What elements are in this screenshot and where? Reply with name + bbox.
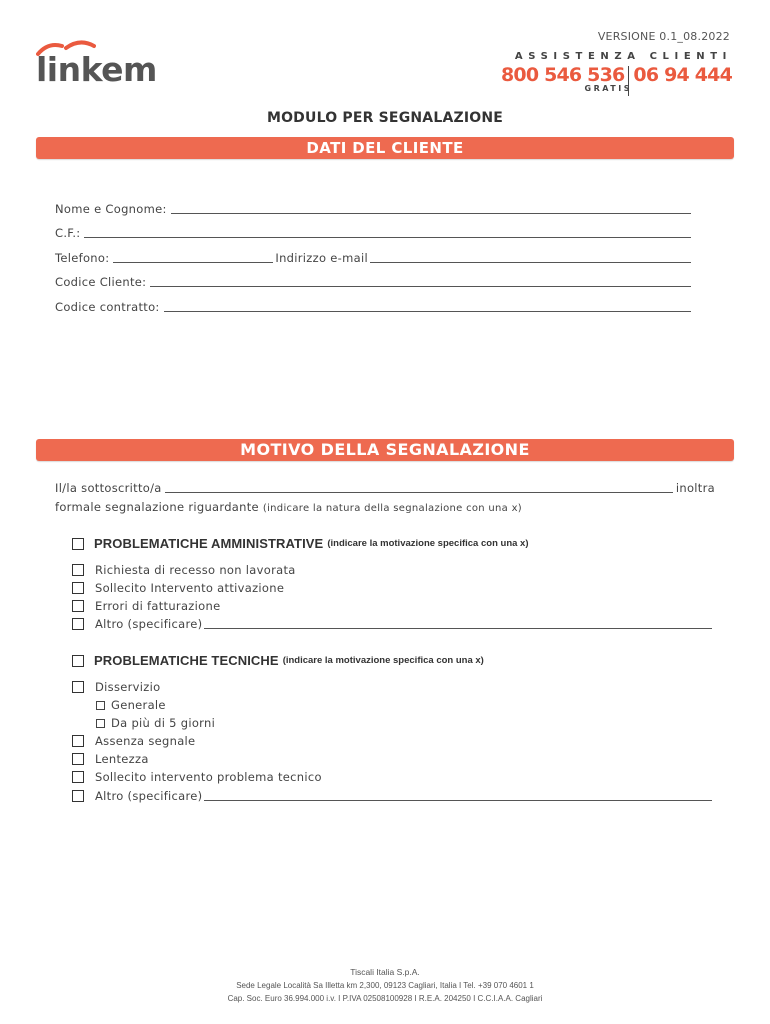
tech-option [72, 770, 712, 784]
document-title: MODULO PER SEGNALAZIONE [266, 110, 504, 126]
contract-code-label: Codice contratto: [55, 300, 160, 314]
tech-issues-title: PROBLEMATICHE TECNICHE [94, 653, 279, 668]
checkbox-disservizio[interactable] [72, 681, 84, 693]
checkbox-sollecito-tecnico[interactable] [72, 771, 84, 783]
admin-issues-header [72, 536, 529, 551]
client-code-label: Codice Cliente: [55, 275, 147, 289]
checkbox-recesso[interactable] [72, 564, 84, 576]
option-label: Errori di fatturazione [95, 599, 221, 613]
client-code-row [55, 275, 691, 289]
checkbox-5-giorni[interactable] [96, 719, 105, 728]
footer-address: Sede Legale Località Sa Illetta km 2,300, 09123 Cagliari, Italia I Tel. +39 070 4601 1 [236, 981, 534, 990]
footer-company: Tiscali Italia S.p.A. [350, 967, 420, 977]
option-label: Disservizio [95, 680, 161, 694]
signer-label: Il/la sottoscritto/a [55, 481, 162, 495]
signer-suffix: inoltra [675, 481, 715, 495]
tech-option [72, 734, 712, 748]
suboption-label: Generale [111, 698, 166, 712]
signer-input-line[interactable] [165, 492, 673, 493]
toll-free-number: 800 546 536 [501, 64, 625, 86]
free-call-label: GRATIS [584, 84, 632, 93]
logo-wordmark: linkem [36, 50, 157, 89]
option-label: Altro (specificare) [95, 789, 203, 803]
client-code-input-line[interactable] [150, 285, 691, 287]
checkbox-fatturazione[interactable] [72, 600, 84, 612]
phone-input-line[interactable] [113, 262, 273, 263]
checkbox-lentezza[interactable] [72, 753, 84, 765]
option-label: Lentezza [95, 752, 149, 766]
contract-code-row [55, 300, 691, 314]
cf-label: C.F.: [55, 226, 81, 240]
checkbox-admin-issues[interactable] [72, 538, 84, 550]
intro-note: (indicare la natura della segnalazione con una x) [262, 503, 523, 514]
suboption-label: Da più di 5 giorni [111, 716, 216, 730]
phone-label: Telefono: [55, 251, 110, 265]
tech-option [72, 680, 712, 694]
client-section-heading: DATI DEL CLIENTE [36, 137, 734, 159]
cf-field-row [55, 226, 691, 240]
option-label: Sollecito Intervento attivazione [95, 581, 285, 595]
landline-number: 06 94 444 [633, 64, 732, 86]
footer-registry: Cap. Soc. Euro 36.994.000 i.v. I P.IVA 02508100928 I R.E.A. 204250 I C.C.I.A.A. Cagliari [227, 994, 543, 1003]
admin-option [72, 599, 712, 613]
tech-option [72, 752, 712, 766]
checkbox-assenza-segnale[interactable] [72, 735, 84, 747]
option-label: Assenza segnale [95, 734, 196, 748]
tech-issues-header [72, 653, 484, 668]
option-label: Richiesta di recesso non lavorata [95, 563, 296, 577]
contact-field-row [55, 251, 691, 265]
disservizio-suboption [96, 698, 166, 712]
admin-altro-input-line[interactable] [204, 628, 712, 629]
contract-code-input-line[interactable] [164, 310, 691, 312]
admin-issues-title: PROBLEMATICHE AMMINISTRATIVE [94, 536, 324, 551]
cf-input-line[interactable] [84, 236, 691, 238]
tech-option-other [72, 789, 712, 803]
checkbox-generale[interactable] [96, 701, 105, 710]
option-label: Altro (specificare) [95, 617, 203, 631]
admin-issues-hint: (indicare la motivazione specifica con una x) [327, 538, 529, 549]
admin-option [72, 563, 712, 577]
admin-option [72, 581, 712, 595]
assistance-label: ASSISTENZA CLIENTI [514, 51, 732, 62]
checkbox-tech-altro[interactable] [72, 790, 84, 802]
checkbox-sollecito-attivazione[interactable] [72, 582, 84, 594]
checkbox-tech-issues[interactable] [72, 655, 84, 667]
name-input-line[interactable] [171, 212, 691, 214]
admin-option-other [72, 617, 712, 631]
option-label: Sollecito intervento problema tecnico [95, 770, 322, 784]
tech-issues-hint: (indicare la motivazione specifica con una x) [282, 655, 484, 666]
signer-row [55, 481, 715, 495]
name-field-row [55, 202, 691, 216]
intro-line-2 [55, 500, 522, 514]
reason-section-heading: MOTIVO DELLA SEGNALAZIONE [36, 439, 734, 461]
tech-altro-input-line[interactable] [204, 800, 712, 801]
email-label: Indirizzo e-mail [275, 251, 368, 265]
intro-text: formale segnalazione riguardante [55, 500, 259, 514]
email-input-line[interactable] [370, 261, 691, 263]
disservizio-suboption [96, 716, 215, 730]
version-label: VERSIONE 0.1_08.2022 [597, 30, 730, 43]
checkbox-admin-altro[interactable] [72, 618, 84, 630]
name-label: Nome e Cognome: [55, 202, 167, 216]
